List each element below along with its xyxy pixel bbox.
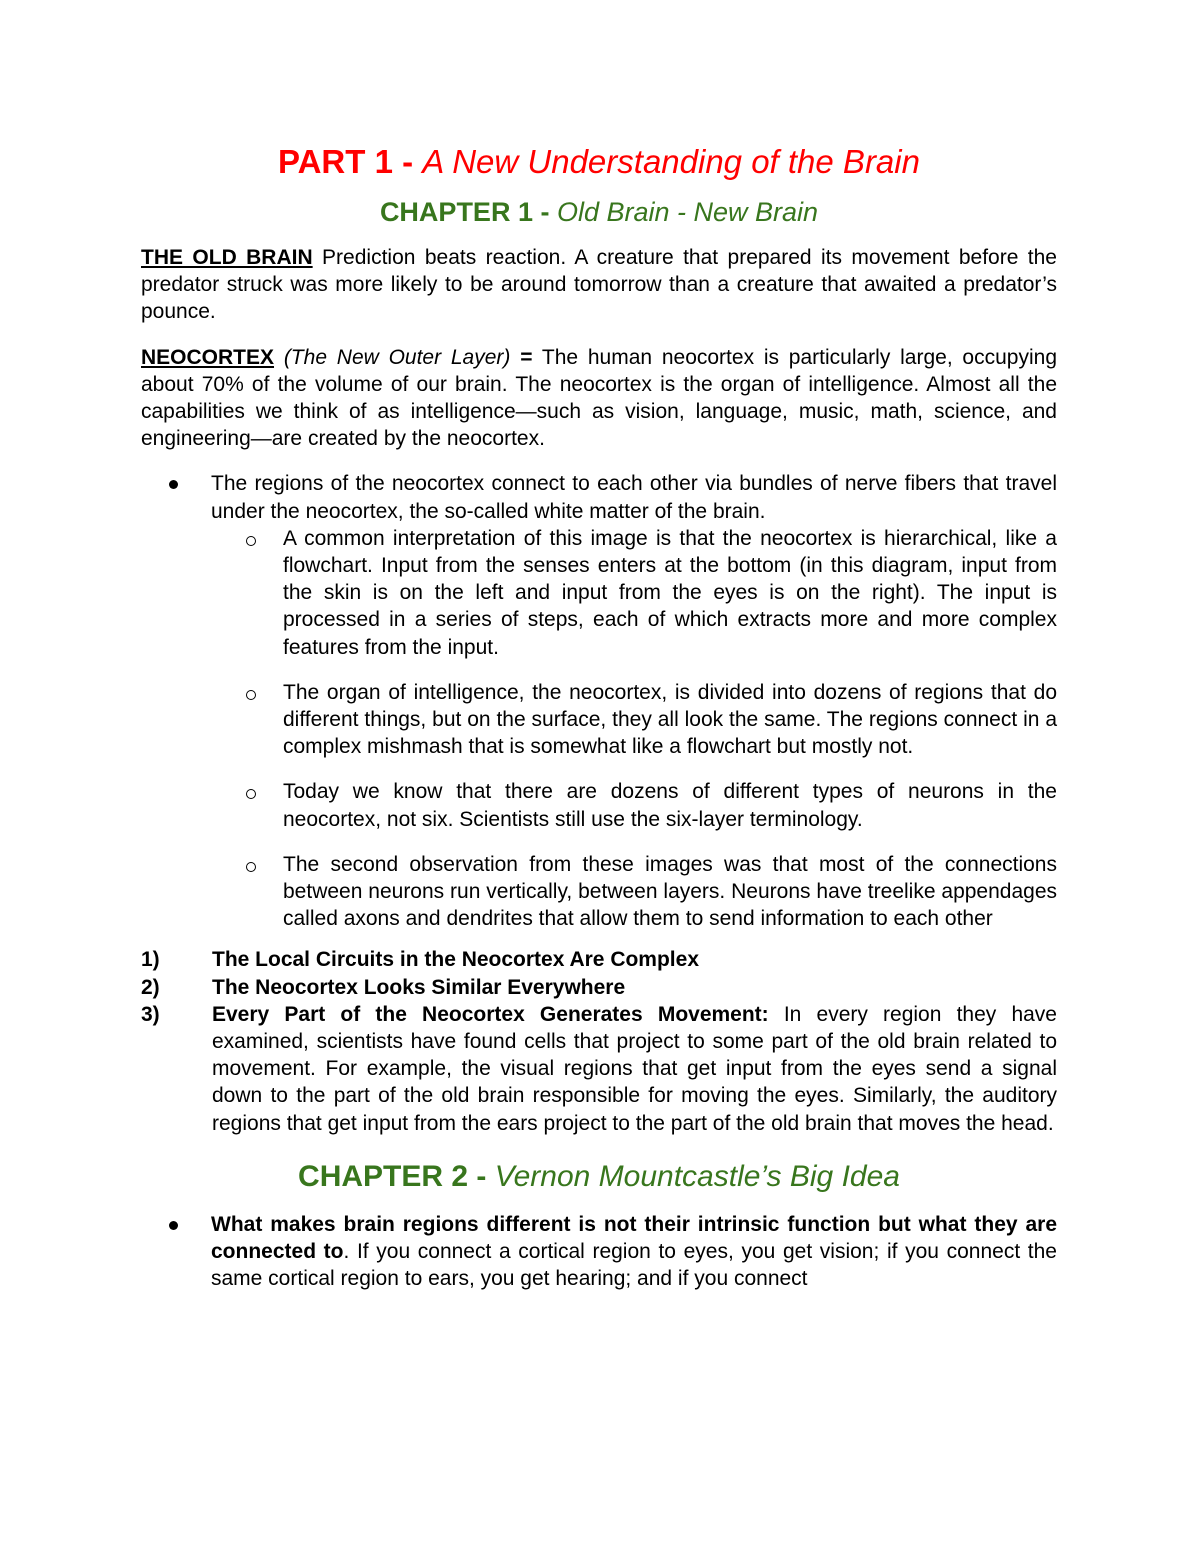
numbered-list [141, 946, 1057, 1136]
neocortex-text: The human neocortex is particularly large, occupying about 70% of the volume of our brain. The neocortex is the organ of intelligence. Almost all the capabilities we think of as intelligence—such as vision, language, music, math, science, and engineering—are created by the neocortex. [141, 345, 1057, 451]
list-item [141, 974, 1057, 1001]
hollow-bullet-icon [246, 690, 256, 700]
numbered-item-bold: The Neocortex Looks Similar Everywhere [212, 975, 626, 999]
chapter-2-label: CHAPTER 2 - [298, 1159, 495, 1193]
sub-bullet-text: The organ of intelligence, the neocortex, is divided into dozens of regions that do different things, but on the surface, they all look the same. The regions connect in a complex mishmash that is somewhat like a flowchart but mostly not. [283, 680, 1057, 759]
part-label: PART 1 - [278, 143, 423, 180]
bullet-dot-icon [169, 1221, 178, 1230]
neocortex-equals: = [520, 345, 533, 369]
numbered-item-bold: The Local Circuits in the Neocortex Are Complex [212, 948, 699, 972]
list-item [212, 851, 1057, 933]
part-title [141, 136, 1057, 188]
sub-bullet-text: The second observation from these images was that most of the connections between neurons run vertically, between layers. Neurons have treelike appendages called axons and dendrites that allow them to send information to each other [283, 852, 1057, 931]
chapter-1-title [141, 190, 1057, 234]
old-brain-text: Prediction beats reaction. A creature that prepared its movement before the predator struck was more likely to be around tomorrow than a creature that awaited a predator’s pounce. [141, 246, 1057, 324]
neocortex-heading: NEOCORTEX [141, 345, 275, 369]
old-brain-paragraph [141, 244, 1057, 326]
hollow-bullet-icon [246, 862, 256, 872]
list-number: 1) [141, 948, 160, 972]
list-item [141, 1001, 1057, 1137]
list-item [212, 679, 1057, 761]
document-content [141, 136, 1057, 1293]
chapter-1-subtitle: Old Brain - New Brain [556, 197, 819, 227]
chapter-1-label: CHAPTER 1 - [379, 197, 557, 227]
sub-bullet-text: A common interpretation of this image is that the neocortex is hierarchical, like a flowchart. Input from the senses enters at the bottom (in this diagram, input from the skin is on the left and input from the eyes is on the right). The input is processed in a series of steps, each of which extracts more and more complex features from the input. [283, 526, 1057, 659]
list-number: 2) [141, 975, 160, 999]
list-item [212, 778, 1057, 832]
hollow-bullet-icon [246, 789, 256, 799]
bullet-2-text: . If you connect a cortical region to eyes, you get vision; if you connect the same cortical region to ears, you get hearing; and if you connect [211, 1240, 1057, 1291]
chapter-2-title [141, 1153, 1057, 1201]
part-subtitle: A New Understanding of the Brain [422, 143, 920, 180]
numbered-item-text: In every region they have examined, scientists have found cells that project to some part of the old brain related to movement. For example, the visual regions that get input from the eyes send a signal down to the part of the old brain responsible for moving the eyes. Similarly, the auditory regions that get input from the ears project to the part of the old brain that moves the head. [212, 1002, 1057, 1135]
sub-bullet-list [141, 525, 1057, 933]
neocortex-paragraph [141, 344, 1057, 453]
hollow-bullet-icon [246, 536, 256, 546]
numbered-item-bold: Every Part of the Neocortex Generates Movement: [212, 1002, 769, 1026]
list-item [141, 946, 1057, 973]
list-item [141, 470, 1057, 524]
chapter-2-subtitle: Vernon Mountcastle’s Big Idea [494, 1159, 900, 1193]
bullet-list-2 [141, 1211, 1057, 1293]
old-brain-heading: THE OLD BRAIN [141, 246, 313, 269]
bullet-list-1 [141, 470, 1057, 524]
list-number: 3) [141, 1002, 160, 1026]
sub-bullet-text: Today we know that there are dozens of different types of neurons in the neocortex, not six. Scientists still use the six-layer terminology. [283, 780, 1057, 831]
bullet-1-text: The regions of the neocortex connect to each other via bundles of nerve fibers that travel under the neocortex, the so-called white matter of the brain. [211, 472, 1057, 523]
bullet-2-bold: What makes brain regions different is not their intrinsic function but what they are connected to [211, 1212, 1057, 1264]
list-item [212, 525, 1057, 661]
list-item [141, 1211, 1057, 1293]
bullet-dot-icon [169, 480, 178, 489]
neocortex-paren: (The New Outer Layer) [283, 345, 511, 369]
